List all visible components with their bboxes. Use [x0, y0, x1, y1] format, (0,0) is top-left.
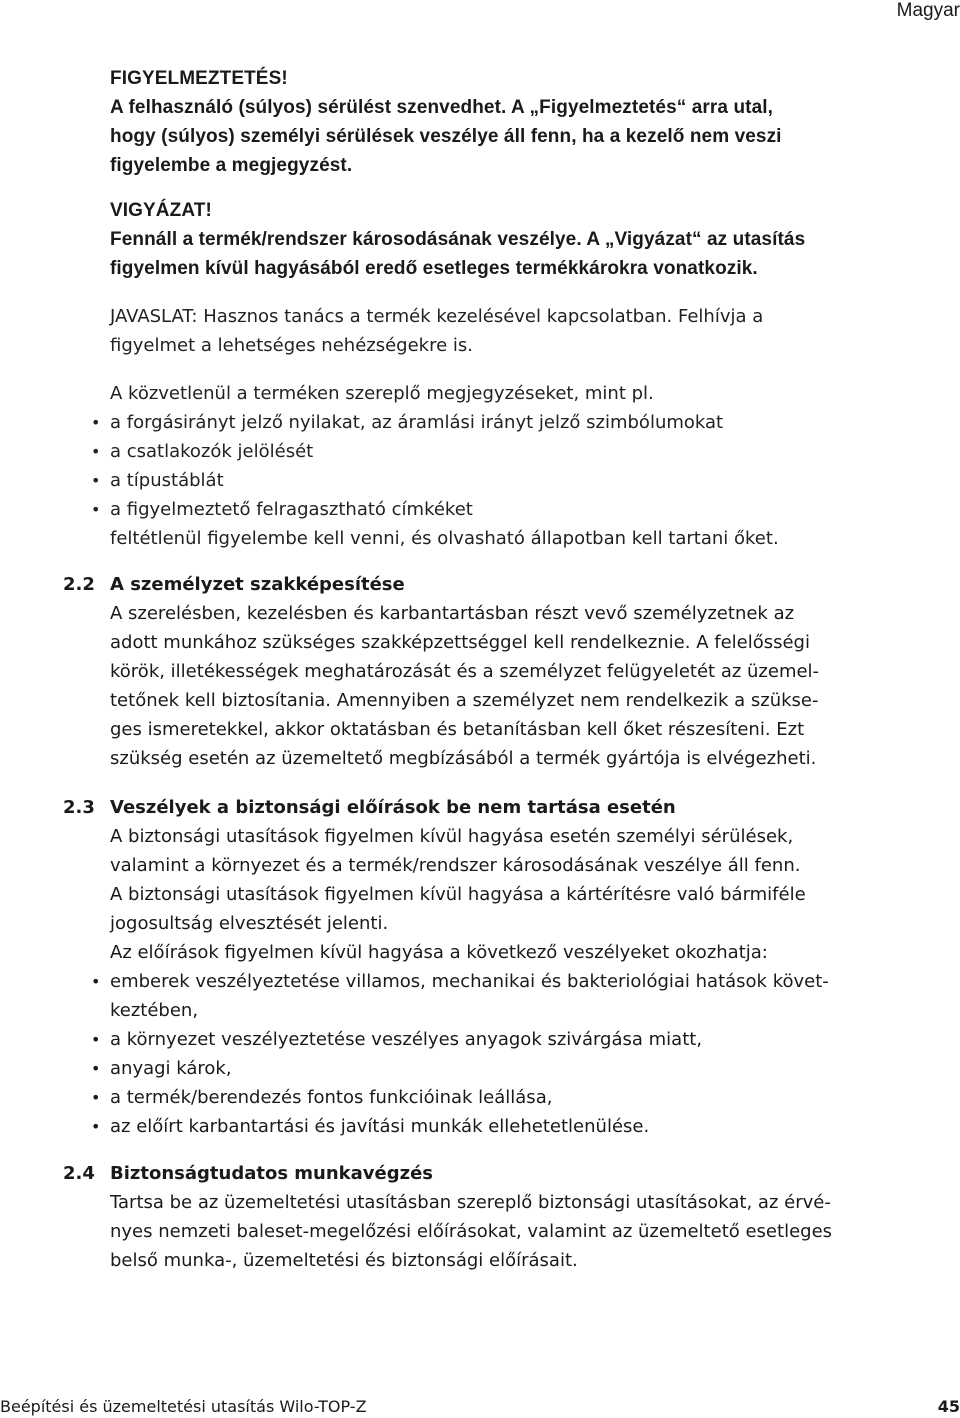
list-item: • a figyelmeztető felragasztható címkéket: [110, 495, 870, 524]
section-heading-2-4: [63, 1159, 873, 1188]
section-number: 2.2: [63, 574, 95, 595]
paragraph-line: A szerelésben, kezelésben és karbantartásban részt vevő személyzetnek az: [110, 603, 795, 624]
caution-block: [110, 196, 870, 283]
section-heading-2-3: [63, 793, 873, 822]
warning-block: [110, 64, 870, 180]
paragraph-line: A biztonsági utasítások figyelmen kívül hagyása a kártérítésre való bármiféle: [110, 884, 806, 905]
warning-line: A felhasználó (súlyos) sérülést szenvedhet. A „Figyelmeztetés“ arra utal,: [110, 97, 774, 118]
list-item: • az előírt karbantartási és javítási munkák ellehetetlenülése.: [110, 1112, 870, 1141]
list-item-continuation: [110, 996, 870, 1025]
markings-outro: feltétlenül figyelembe kell venni, és olvasható állapotban kell tartani őket.: [110, 528, 779, 549]
caution-line: Fennáll a termék/rendszer károsodásának veszélye. A „Vigyázat“ az utasítás: [110, 229, 806, 250]
note-line: figyelmet a lehetséges nehézségekre is.: [110, 335, 473, 356]
paragraph-line: adott munkához szükséges szakképzettséggel kell rendelkeznie. A felelősségi: [110, 632, 810, 653]
page-number: 45: [937, 1397, 960, 1416]
note-line: JAVASLAT: Hasznos tanács a termék kezelésével kapcsolatban. Felhívja a: [110, 306, 764, 327]
section-body-2-3: [110, 822, 870, 1141]
list-item: • a csatlakozók jelölését: [110, 437, 870, 466]
warning-line: hogy (súlyos) személyi sérülések veszélye áll fenn, ha a kezelő nem veszi: [110, 126, 782, 147]
paragraph-line: belső munka-, üzemeltetési és biztonsági előírásait.: [110, 1250, 578, 1271]
section-body-2-2: [110, 599, 870, 773]
paragraph-line: Tartsa be az üzemeltetési utasításban szereplő biztonsági utasításokat, az érvé-: [110, 1192, 831, 1213]
section-number: 2.4: [63, 1163, 95, 1184]
paragraph-line: ges ismeretekkel, akkor oktatásban és betanításban kell őket részesíteni. Ezt: [110, 719, 805, 740]
caution-line: figyelmen kívül hagyásából eredő esetleges termékkárokra vonatkozik.: [110, 258, 758, 279]
section-number: 2.3: [63, 797, 95, 818]
paragraph-line: jogosultság elvesztését jelenti.: [110, 913, 389, 934]
list-item: • a környezet veszélyeztetése veszélyes anyagok szivárgása miatt,: [110, 1025, 870, 1054]
section-body-2-4: [110, 1188, 870, 1275]
section-heading-2-2: [63, 570, 873, 599]
caution-title: VIGYÁZAT!: [110, 200, 212, 221]
list-item: • emberek veszélyeztetése villamos, mechanikai és bakteriológiai hatások követ-: [110, 967, 870, 996]
list-item: • a típustáblát: [110, 466, 870, 495]
section-title: A személyzet szakképesítése: [110, 574, 405, 595]
header-language: Magyar: [896, 0, 960, 21]
footer-document-title: Beépítési és üzemeltetési utasítás Wilo-TOP-Z: [0, 1397, 367, 1416]
paragraph-line: valamint a környezet és a termék/rendszer károsodásának veszélye áll fenn.: [110, 855, 801, 876]
list-item: • a termék/berendezés fontos funkcióinak leállása,: [110, 1083, 870, 1112]
list-item: • a forgásirányt jelző nyilakat, az áramlási irányt jelző szimbólumokat: [110, 408, 870, 437]
markings-list: [110, 408, 870, 524]
hazards-list: [110, 967, 870, 1141]
list-item: • anyagi károk,: [110, 1054, 870, 1083]
markings-intro: A közvetlenül a terméken szereplő megjegyzéseket, mint pl.: [110, 383, 654, 404]
section-title: Biztonságtudatos munkavégzés: [110, 1163, 434, 1184]
paragraph-line: tetőnek kell biztosítania. Amennyiben a személyzet nem rendelkezik a szükse-: [110, 690, 819, 711]
section-title: Veszélyek a biztonsági előírások be nem tartása esetén: [110, 797, 676, 818]
markings-block: [110, 379, 870, 553]
warning-line: figyelembe a megjegyzést.: [110, 155, 353, 176]
paragraph-line: nyes nemzeti baleset-megelőzési előírásokat, valamint az üzemeltető esetleges: [110, 1221, 833, 1242]
paragraph-line: Az előírások figyelmen kívül hagyása a következő veszélyeket okozhatja:: [110, 942, 768, 963]
warning-title: FIGYELMEZTETÉS!: [110, 68, 288, 89]
paragraph-line: A biztonsági utasítások figyelmen kívül hagyása esetén személyi sérülések,: [110, 826, 794, 847]
list-item-continuation-text: keztében,: [110, 1000, 199, 1021]
note-block: [110, 302, 870, 360]
paragraph-line: szükség esetén az üzemeltető megbízásából a termék gyártója is elvégezheti.: [110, 748, 817, 769]
paragraph-line: körök, illetékességek meghatározását és a személyzet felügyeletét az üzemel-: [110, 661, 820, 682]
